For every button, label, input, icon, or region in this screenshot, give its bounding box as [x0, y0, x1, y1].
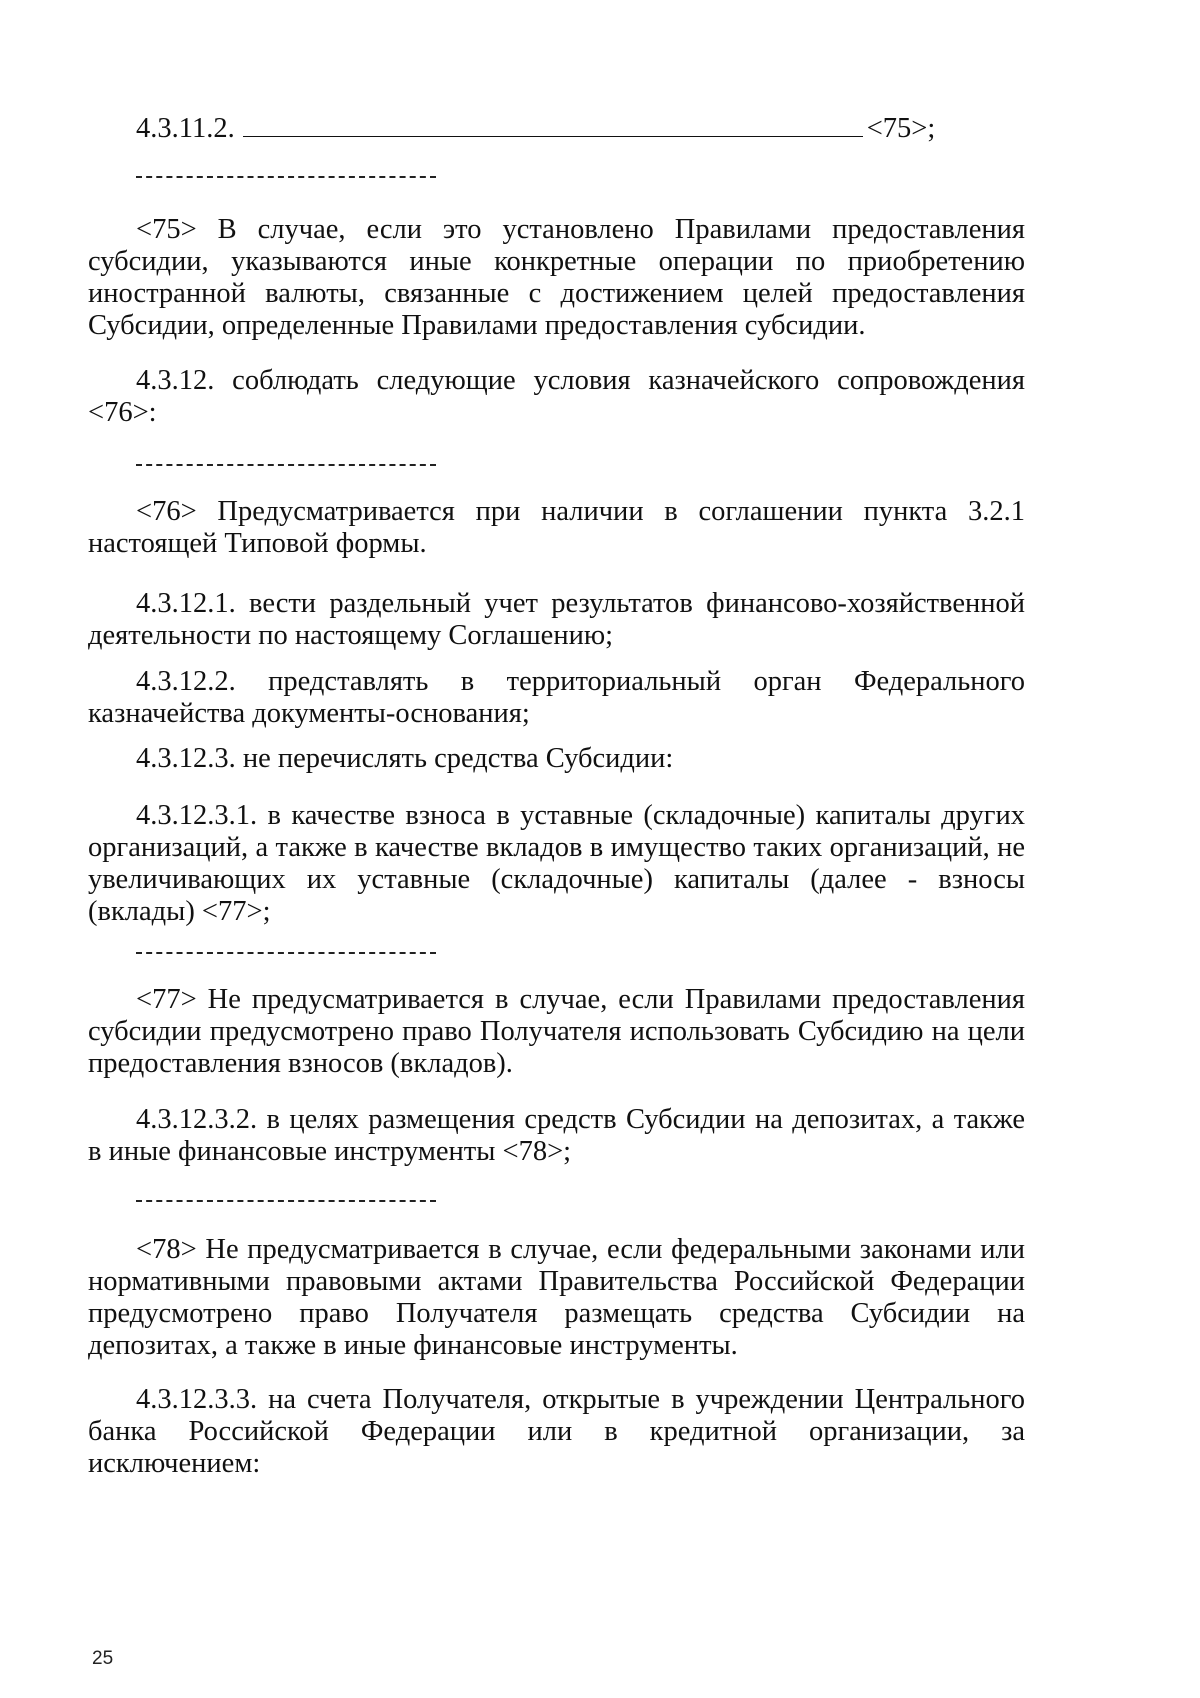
paragraph-4-3-12-3-2: 4.3.12.3.2. в целях размещения средств Субсидии на депозитах, а также в иные финансовые инструменты <78>; — [88, 1104, 1025, 1167]
fill-in-blank-line — [243, 110, 863, 137]
footnote-separator — [136, 1200, 436, 1202]
paragraph-4-3-12-3-1: 4.3.12.3.1. в качестве взноса в уставные (складочные) капиталы других организаций, а также в качестве вкладов в имущество таких организаций, не увеличивающих их уставные (складочные) капиталы (далее - взносы (вклады) <77>; — [88, 800, 1025, 927]
paragraph-4-3-12-3-3: 4.3.12.3.3. на счета Получателя, открытые в учреждении Центрального банка Российской Федерации или в кредитной организации, за исключением: — [88, 1384, 1025, 1479]
item-4-3-11-2-number: 4.3.11.2. — [136, 113, 235, 144]
footnote-separator — [136, 952, 436, 954]
paragraph-4-3-12: 4.3.12. соблюдать следующие условия казначейского сопровождения <76>: — [88, 365, 1025, 428]
paragraph-4-3-12-2: 4.3.12.2. представлять в территориальный орган Федерального казначейства документы-основания; — [88, 666, 1025, 729]
footnote-ref-75: <75>; — [866, 113, 936, 144]
footnote-77: <77> Не предусматривается в случае, если Правилами предоставления субсидии предусмотрено право Получателя использовать Субсидию на цели предоставления взносов (вкладов). — [88, 984, 1025, 1079]
footnote-separator — [136, 464, 436, 466]
paragraph-4-3-12-1: 4.3.12.1. вести раздельный учет результатов финансово-хозяйственной деятельности по настоящему Соглашению; — [88, 588, 1025, 651]
footnote-76: <76> Предусматривается при наличии в соглашении пункта 3.2.1 настоящей Типовой формы. — [88, 496, 1025, 559]
paragraph-4-3-12-3: 4.3.12.3. не перечислять средства Субсидии: — [136, 743, 674, 774]
page-number: 25 — [92, 1648, 114, 1669]
footnote-78: <78> Не предусматривается в случае, если федеральными законами или нормативными правовыми актами Правительства Российской Федерации предусмотрено право Получателя размещать средства Субсидии на депозитах, а также в иные финансовые инструменты. — [88, 1234, 1025, 1361]
item-4-3-11-2 — [136, 110, 935, 145]
footnote-75: <75> В случае, если это установлено Правилами предоставления субсидии, указываются иные конкретные операции по приобретению иностранной валюты, связанные с достижением целей предоставления Субсидии, определенные Правилами предоставления субсидии. — [88, 214, 1025, 341]
footnote-separator — [136, 176, 436, 178]
